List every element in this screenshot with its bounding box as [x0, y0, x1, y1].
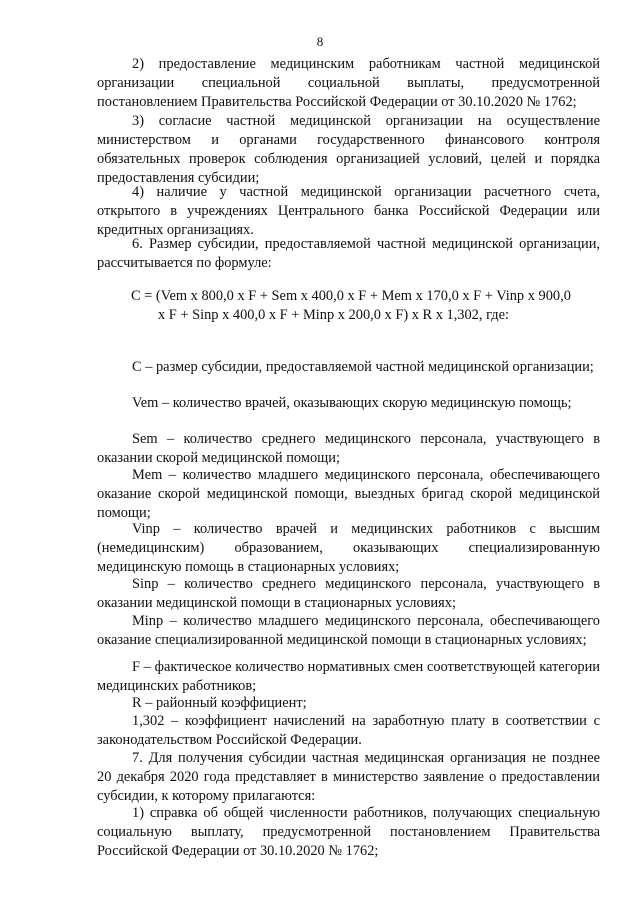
def-sem: Sem – количество среднего медицинского персонала, участвующего в оказании скорой медицинской помощи;: [97, 431, 600, 466]
def-c: С – размер субсидии, предоставляемой частной медицинской организации;: [132, 359, 594, 375]
def-sinp: Sinp – количество среднего медицинского персонала, участвующего в оказании медицинской помощи в стационарных условиях;: [97, 576, 600, 611]
def-r: R – районный коэффициент;: [132, 695, 307, 711]
formula-line-2: x F + Sinp x 400,0 x F + Minp x 200,0 x F) x R x 1,302, где:: [158, 307, 509, 323]
item-6-intro: 6. Размер субсидии, предоставляемой частной медицинской организации, рассчитывается по формуле:: [97, 236, 600, 271]
def-minp: Minp – количество младшего медицинского персонала, обеспечивающего оказание специализированной медицинской помощи в стационарных условиях;: [97, 613, 600, 648]
item-7-1: 1) справка об общей численности работников, получающих специальную социальную выплату, предусмотренной постановлением Правительства Российской Федерации от 30.10.2020 № 1762;: [97, 805, 600, 859]
def-1302: 1,302 – коэффициент начислений на заработную плату в соответствии с законодательством Российской Федерации.: [97, 713, 600, 748]
item-7-intro: 7. Для получения субсидии частная медицинская организация не позднее 20 декабря 2020 года представляет в министерство заявление о предоставлении субсидии, к которому прилагаются:: [97, 750, 600, 804]
item-2: 2) предоставление медицинским работникам частной медицинской организации специальной социальной выплаты, предусмотренной постановлением Правительства Российской Федерации от 30.10.2020 № 1762;: [97, 56, 600, 110]
def-f: F – фактическое количество нормативных смен соответствующей категории медицинских работников;: [97, 659, 600, 694]
item-4: 4) наличие у частной медицинской организации расчетного счета, открытого в учреждениях Центрального банка Российской Федерации или кредитных организациях.: [97, 184, 600, 238]
def-vinp: Vinp – количество врачей и медицинских работников с высшим (немедицинским) образованием, оказывающих специализированную медицинскую помощь в стационарных условиях;: [97, 521, 600, 575]
page-number: 8: [316, 34, 324, 49]
def-vem: Vem – количество врачей, оказывающих скорую медицинскую помощь;: [132, 395, 572, 411]
subsidy-formula: [131, 287, 601, 325]
def-mem: Mem – количество младшего медицинского персонала, обеспечивающего оказание скорой медицинской помощи, выездных бригад скорой медицинской помощи;: [97, 467, 600, 521]
item-3: 3) согласие частной медицинской организации на осуществление министерством и органами государственного финансового контроля обязательных проверок соблюдения организацией условий, целей и порядка предоставления субсидии;: [97, 113, 600, 186]
formula-line-1: С = (Vem x 800,0 x F + Sem x 400,0 x F + Mem x 170,0 x F + Vinp x 900,0: [131, 288, 571, 304]
